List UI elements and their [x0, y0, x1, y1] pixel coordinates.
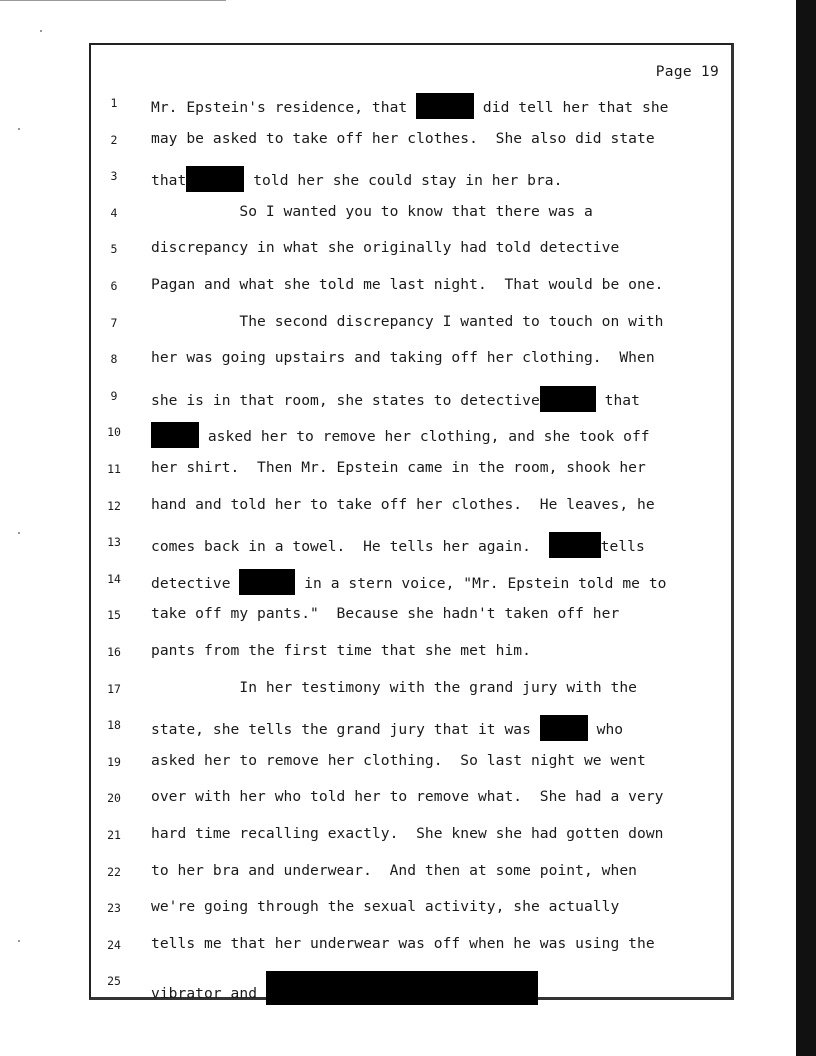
line-text-segment: that: [151, 172, 187, 190]
line-text: [151, 239, 619, 256]
transcript-line: [91, 712, 731, 742]
line-text: [151, 569, 667, 595]
line-text-segment: vibrator and: [151, 985, 266, 1003]
line-text-segment: her shirt. Then Mr. Epstein came in the room, shook her: [151, 459, 646, 476]
line-text: [151, 93, 669, 119]
line-text: [151, 386, 640, 412]
transcript-line: [91, 968, 731, 1003]
line-text-segment: tells me that her underwear was off when he was using the: [151, 934, 655, 952]
transcript-line: [91, 639, 731, 669]
line-number: 19: [107, 754, 121, 769]
line-text-segment: Mr. Epstein's residence, that: [151, 99, 417, 116]
transcript-line: [91, 273, 731, 303]
line-text: [151, 130, 655, 147]
transcript-line: [91, 456, 731, 486]
transcript-line: [91, 676, 731, 706]
line-text-segment: we're going through the sexual activity, she actually: [151, 898, 620, 916]
redaction-block: [239, 569, 295, 595]
line-text-segment: hand and told her to take off her clothes. He leaves, he: [151, 495, 655, 513]
line-indent: [151, 313, 239, 330]
line-text: [151, 532, 645, 558]
redaction-block: [416, 93, 474, 119]
line-text-segment: told her she could stay in her bra.: [244, 172, 563, 190]
line-text: [151, 971, 538, 1005]
line-text-segment: Pagan and what she told me last night. That would be one.: [151, 276, 664, 293]
redaction-block: [549, 532, 601, 558]
line-text: [151, 752, 646, 769]
line-text-segment: hard time recalling exactly. She knew she had gotten down: [151, 825, 664, 842]
line-number: 21: [107, 828, 121, 842]
line-text-segment: over with her who told her to remove what. She had a very: [151, 788, 664, 806]
line-number: 23: [107, 901, 121, 916]
line-text: [151, 496, 655, 513]
line-text-segment: may be asked to take off her clothes. She also did state: [151, 129, 655, 147]
transcript-line: [91, 785, 731, 815]
scan-edge-bar: [796, 0, 816, 1056]
line-text-segment: that: [595, 391, 640, 409]
transcript-line: [91, 200, 731, 230]
line-number: 22: [107, 864, 121, 879]
line-text: [151, 898, 619, 915]
line-text-segment: The second discrepancy I wanted to touch on with: [239, 312, 664, 330]
line-number: 16: [107, 645, 121, 659]
transcript-line: [91, 566, 731, 596]
line-text-segment: take off my pants." Because she hadn't taken off her: [151, 605, 620, 623]
line-number: 11: [107, 462, 121, 476]
redaction-block: [540, 386, 596, 412]
transcript-line: [91, 310, 731, 340]
transcript-line: [91, 346, 731, 376]
transcript-line: [91, 90, 731, 120]
line-text: [151, 935, 655, 952]
line-number: 3: [110, 169, 118, 184]
line-text-segment: her was going upstairs and taking off her clothing. When: [151, 349, 655, 367]
line-text: [151, 788, 664, 805]
line-text-segment: So I wanted you to know that there was a: [239, 202, 593, 220]
line-text: [151, 203, 593, 220]
scan-speck: [18, 128, 20, 130]
line-number: 18: [107, 718, 121, 733]
line-indent: [151, 203, 239, 220]
line-text: [151, 276, 664, 293]
line-indent: [151, 679, 239, 696]
line-text: [151, 825, 664, 842]
scan-speck: [40, 30, 42, 32]
line-text-segment: comes back in a towel. He tells her again.: [151, 538, 549, 556]
line-text-segment: pants from the first time that she met him.: [151, 642, 531, 659]
redaction-block: [186, 166, 244, 192]
line-text: [151, 459, 646, 476]
line-number: 14: [107, 571, 121, 586]
line-text-segment: to her bra and underwear. And then at some point, when: [151, 861, 637, 879]
transcript-page-frame: [89, 43, 734, 1003]
line-text-segment: tells: [600, 538, 645, 556]
line-number: 8: [110, 352, 118, 367]
line-text: [151, 605, 619, 622]
line-text-segment: detective: [151, 574, 240, 592]
scan-speck: [18, 940, 20, 942]
line-text: [151, 679, 637, 696]
transcript-line: [91, 236, 731, 266]
line-number: 17: [107, 681, 121, 696]
line-number: 1: [110, 96, 118, 110]
transcript-line: [91, 822, 731, 852]
line-number: 15: [107, 608, 121, 623]
redaction-block: [151, 422, 199, 448]
line-number: 4: [110, 205, 118, 220]
line-text: [151, 642, 531, 659]
line-number: 25: [107, 974, 121, 989]
transcript-line: [91, 602, 731, 632]
line-text: [151, 422, 650, 448]
line-number: 9: [110, 388, 118, 403]
transcript-line: [91, 419, 731, 449]
line-text-segment: asked her to remove her clothing. So last night we went: [151, 751, 646, 769]
transcript-line: [91, 749, 731, 779]
scan-artifact-line: [0, 0, 226, 1]
line-number: 10: [107, 425, 121, 440]
transcript-line: [91, 163, 731, 193]
line-text-segment: who: [587, 721, 624, 739]
transcript-line: [91, 895, 731, 925]
line-text-segment: she is in that room, she states to detective: [151, 391, 540, 409]
redaction-block: [266, 971, 538, 1005]
redaction-block: [540, 715, 588, 741]
transcript-line: [91, 529, 731, 559]
line-text-segment: asked her to remove her clothing, and she took off: [199, 428, 650, 446]
line-text-segment: In her testimony with the grand jury with the: [239, 678, 638, 696]
transcript-line: [91, 127, 731, 157]
line-text-segment: discrepancy in what she originally had told detective: [151, 239, 620, 257]
transcript-line: [91, 859, 731, 889]
line-number: 12: [107, 498, 121, 513]
line-number: 5: [110, 242, 118, 257]
line-number: 2: [110, 132, 118, 147]
scan-speck: [18, 532, 20, 534]
transcript-line: [91, 383, 731, 413]
line-number: 6: [110, 279, 118, 293]
line-text-segment: in a stern voice, "Mr. Epstein told me to: [295, 574, 667, 592]
transcript-line: [91, 932, 731, 962]
line-text-segment: state, she tells the grand jury that it was: [151, 721, 540, 739]
page-number: Page 19: [655, 64, 719, 80]
line-number: 7: [110, 315, 118, 330]
transcript-line: [91, 493, 731, 523]
line-number: 13: [107, 535, 121, 550]
line-text: [151, 349, 655, 366]
line-text: [151, 313, 664, 330]
line-text-segment: did tell her that she: [474, 99, 669, 116]
line-text: [151, 862, 637, 879]
line-text: [151, 166, 562, 192]
line-text: [151, 715, 623, 741]
line-number: 24: [107, 937, 121, 952]
line-number: 20: [107, 791, 121, 806]
